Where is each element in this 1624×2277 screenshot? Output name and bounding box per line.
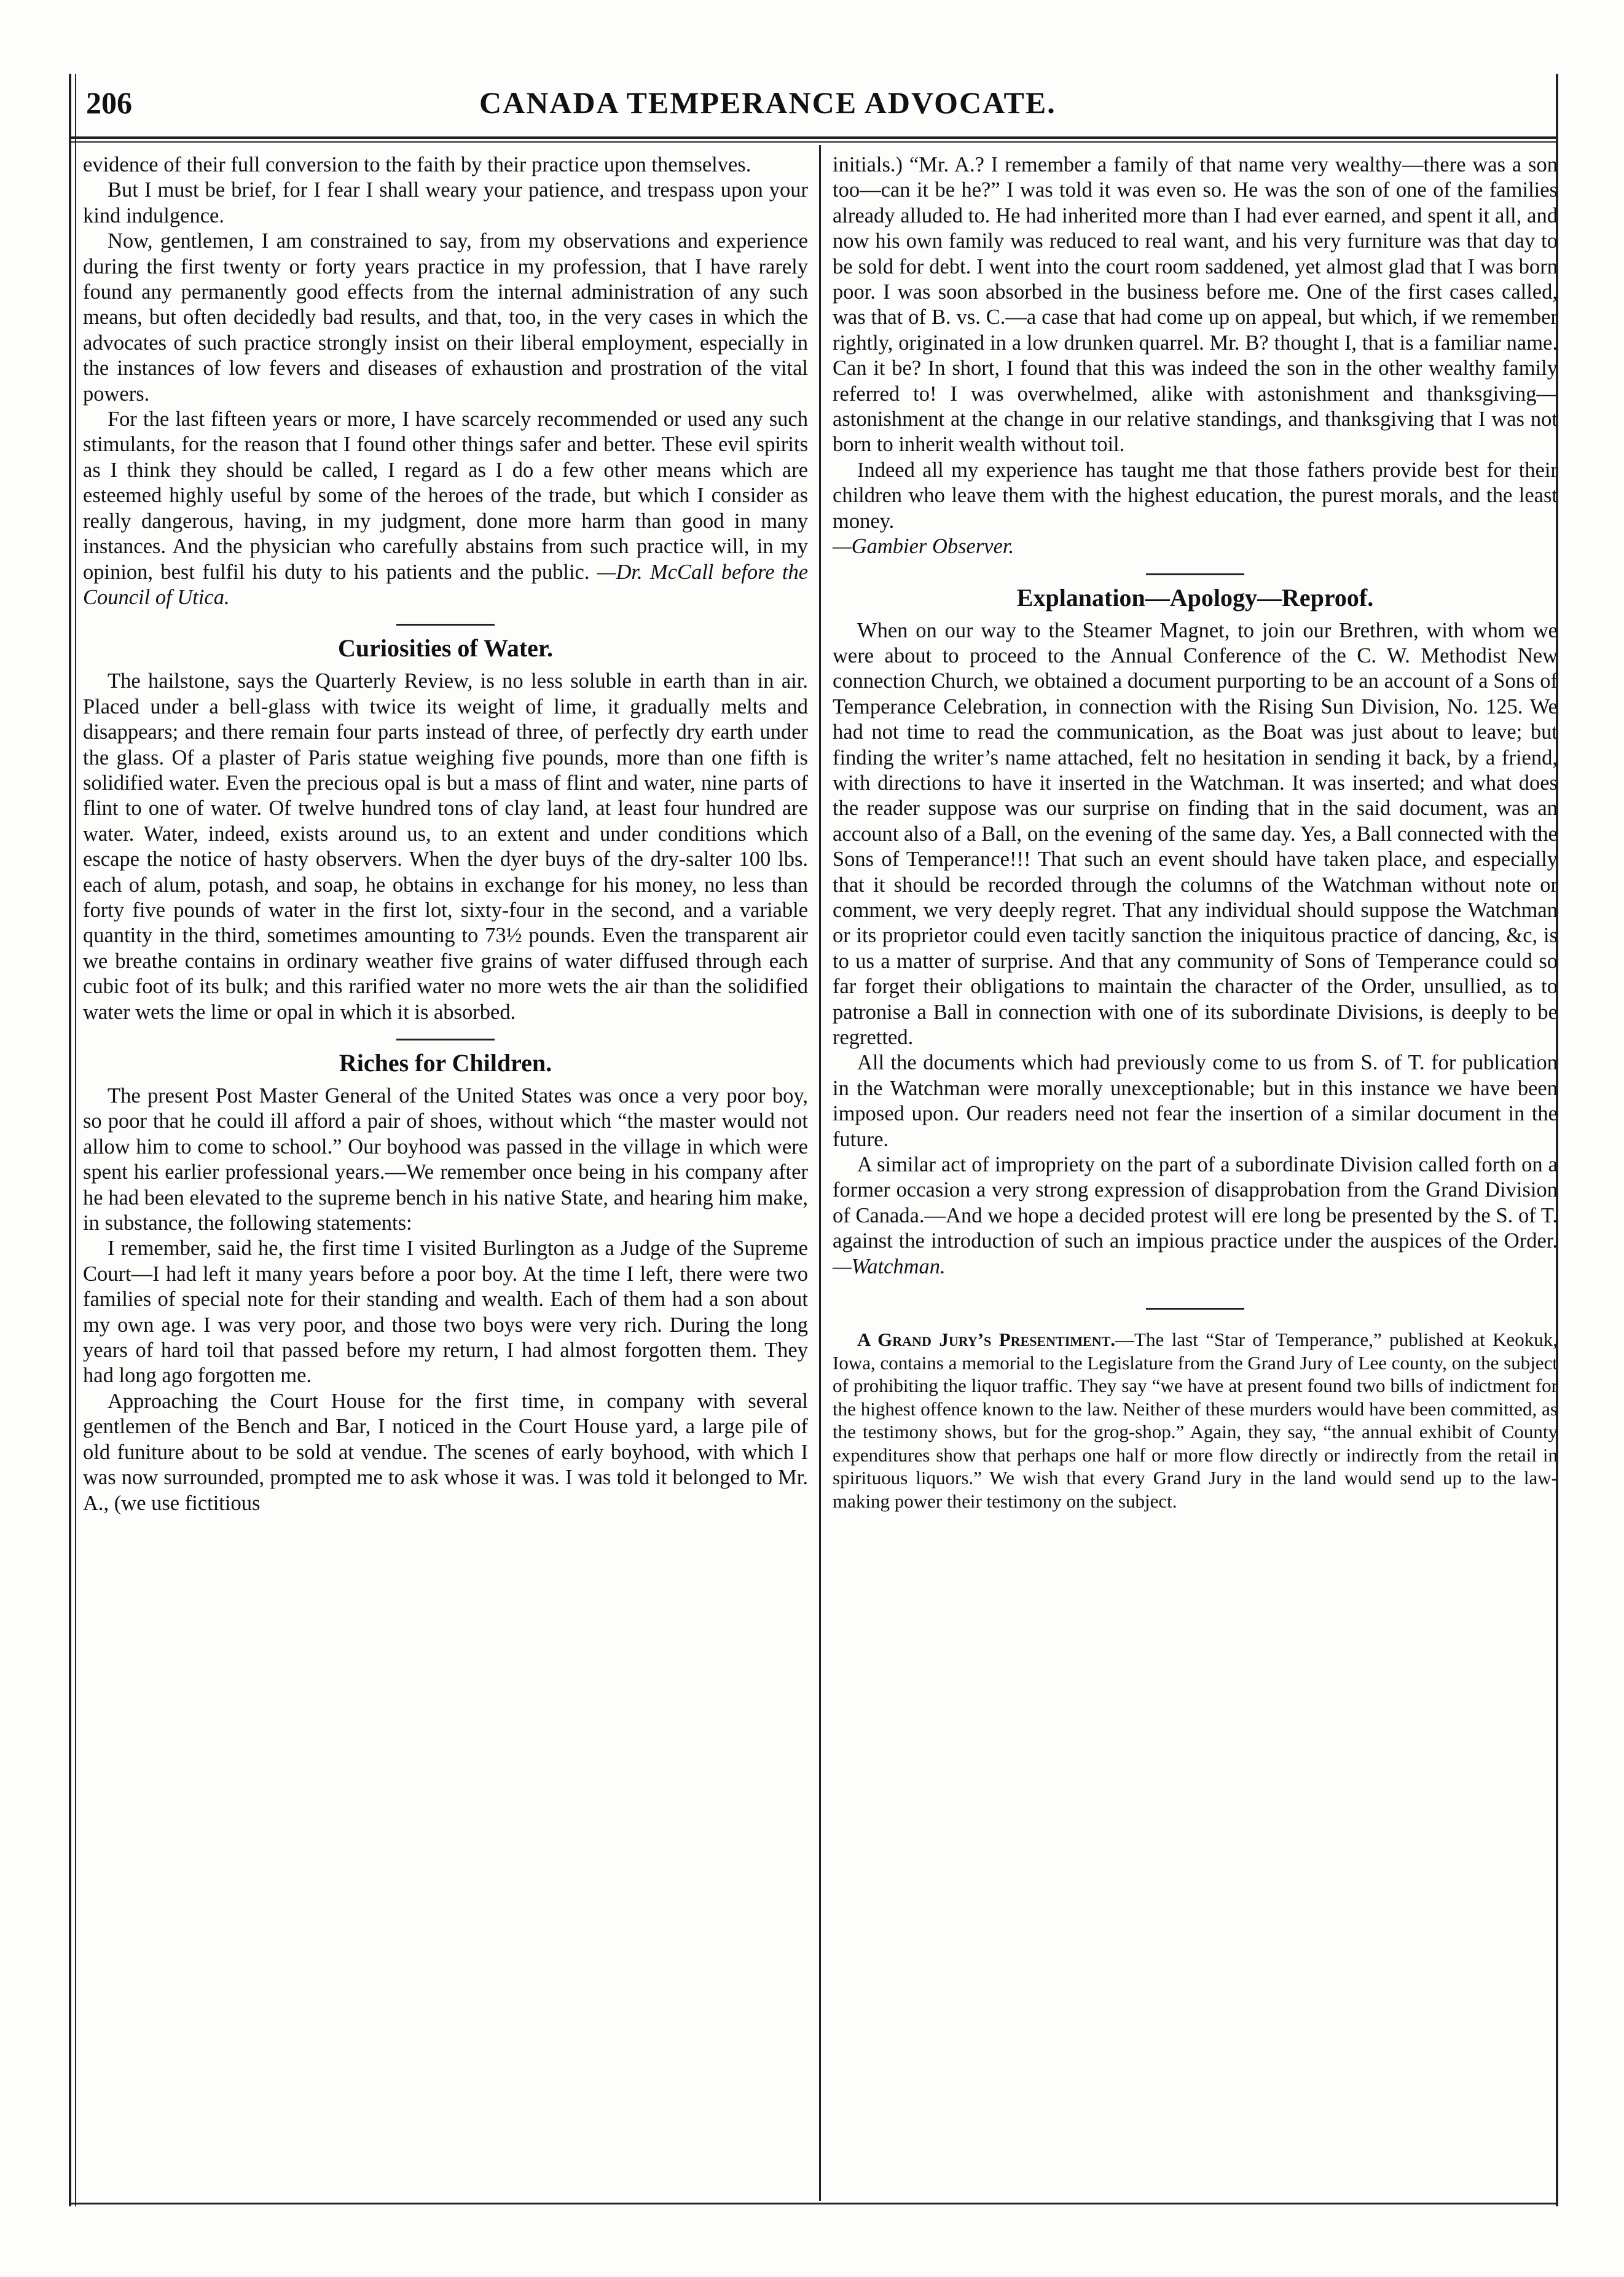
page-number: 206 — [86, 85, 132, 120]
news-item-text: —The last “Star of Temperance,” published at Keokuk, Iowa, contains a memorial to the Legislature from the Grand Jury of Lee county, on the subject of prohibiting the liquor traffic. They say “we have at present found two bills of indictment for the highest offence known to the law. Neither of these murders would have been committed, as the testimony shows, but for the grog-shop.” Again, they say, “the annual exhibit of County expenditures show that perhaps one half or more flow directly or indirectly from the retail in spirituous liquors.” We wish that every Grand Jury in the land would send up to the law-making power their testimony on the subject. — [833, 1329, 1558, 1512]
header-rule — [69, 136, 1558, 139]
article-paragraph: The present Post Master General of the United States was once a very poor boy, so poor that he could ill afford a pair of shoes, without which “the master would not allow him to come to school.” Our boyhood was passed in the village in which were spent his earlier professional years.—We remember once being in his company after he had been elevated to the supreme bench in his native State, and hearing him make, in substance, the following statements: — [83, 1084, 808, 1235]
column-divider — [819, 145, 821, 2201]
intro-paragraph: evidence of their full conversion to the faith by their practice upon themselves. — [83, 153, 751, 176]
intro-paragraph-text: For the last fifteen years or more, I have scarcely recommended or used any such stimulants, for the reason that I found other things safer and better. These evil spirits as I think they should be called, I regard as I do a few other means which are esteemed highly useful by some of the heroes of the trade, but which I consider as really dangerous, having, in my judgment, done more harm than good in many instances. And the physician who carefully abstains from such practice will, in my opinion, best fulfil his duty to his patients and the public. — [83, 407, 808, 584]
footer-rule — [69, 2203, 1558, 2204]
article-paragraph: I remember, said he, the first time I visited Burlington as a Judge of the Supreme Court—I had left it many years before a poor boy. At the time I left, there were two families of special note for their standing and wealth. Each of them had a son about my own age. I was very poor, and those two boys were very rich. During the long years of hard toil that passed before my return, I had almost forgotten them. They had long ago forgotten me. — [83, 1237, 808, 1388]
article-paragraph: Indeed all my experience has taught me that those fathers provide best for their children who leave them with the highest education, the purest morals, and the least money. — [833, 458, 1558, 533]
section-separator — [1146, 1308, 1244, 1310]
article-signature: —Watchman. — [833, 1254, 946, 1278]
article-heading: Curiosities of Water. — [338, 634, 553, 663]
left-border-rule — [69, 74, 71, 2206]
article-signature: —Gambier Observer. — [833, 535, 1014, 559]
section-separator — [396, 1039, 495, 1040]
article-paragraph: When on our way to the Steamer Magnet, to join our Brethren, with whom we were about to proceed to the Annual Conference of the C. W. Methodist New connection Church, we obtained a document purporting to be an account of a Sons of Temperance Celebration, in connection with the Rising Sun Division, No. 125. We had not time to read the communication, as the Boat was just about to leave; but finding the writer’s name attached, felt no hesitation in sending it back, by a friend, with directions to have it inserted in the Watchman. It was inserted; and what does the reader suppose was our surprise on finding that in the said document, was an account also of a Ball, on the evening of the same day. Yes, a Ball connected with the Sons of Temperance!!! That such an event should have taken place, and especially that it should be recorded through the columns of the Watchman without note or comment, we very deeply regret. That any individual should suppose the Watchman or its proprietor could even tacitly sanction the iniquitous practice of dancing, &c, is to us a matter of surprise. And that any community of Sons of Temperance could so far forget their obligations to maintain the character of the Order, unsullied, as to patronise a Ball in connection with one of its subordinate Divisions, is deeply to be regretted. — [833, 618, 1558, 1049]
news-item — [833, 1328, 1558, 1512]
article-paragraph: initials.) “Mr. A.? I remember a family of that name very wealthy—there was a son too—can it be he?” I was told it was even so. He was the son of one of the families already alluded to. He had inherited more than I had ever earned, and spent it all, and now his own family was reduced to real want, and his very furniture was that day to be sold for debt. I went into the court room saddened, yet almost glad that I was born poor. I was soon absorbed in the business before me. One of the first cases called, was that of B. vs. C.—a case that had come up on appeal, but which, if we remember rightly, originated in a low drunken quarrel. Mr. B? thought I, that is a familiar name. Can it be? In short, I found that this was indeed the son in the other wealthy family referred to! I was overwhelmed, alike with astonishment and thanksgiving—astonishment at the change in our relative standings, and thanksgiving that I was not born to inherit wealth without toil. — [833, 153, 1558, 457]
article-paragraph: Approaching the Court House for the first time, in company with several gentlemen of the Bench and Bar, I noticed in the Court House yard, a large pile of old funiture about to be sold at vendue. The scenes of early boyhood, with which I was now surrounded, prompted me to ask whose it was. I was told it belonged to Mr. A., (we use fictitious — [83, 1389, 808, 1515]
masthead-title: CANADA TEMPERANCE ADVOCATE. — [479, 85, 1056, 120]
intro-paragraph: Now, gentlemen, I am constrained to say, from my observations and experience during the first twenty or forty years practice in my profession, that I have rarely found any permanently good effects from the internal administration of any such means, but often decidedly bad results, and that, too, in the very cases in which the advocates of such practice strongly insist on their liberal employment, especially in the instances of low fevers and diseases of exhaustion and prostration of the vital powers. — [83, 229, 808, 406]
intro-paragraph — [83, 407, 808, 610]
article-paragraph: All the documents which had previously come to us from S. of T. for publication in the Watchman were morally unexceptionable; but in this instance we have been imposed upon. Our readers need not fear the insertion of a similar document in the future. — [833, 1051, 1558, 1151]
article-signature: —Dr. McCall before the Council of Utica. — [83, 560, 809, 609]
article-paragraph-text: A similar act of impropriety on the part of a subordinate Division called forth on a former occasion a very strong expression of disapprobation from the Grand Division of Canada.—And we hope a decided protest will ere long be presented by the S. of T. against the introduction of such an impious practice under the auspices of the Order. — [833, 1153, 1558, 1253]
left-border-rule-inner — [75, 74, 76, 2206]
header-rule-thin — [69, 141, 1558, 143]
section-separator — [396, 624, 495, 626]
section-separator — [1146, 573, 1244, 575]
article-signature-line — [833, 534, 1558, 559]
article-paragraph: The hailstone, says the Quarterly Review, is no less soluble in earth than in air. Placed under a bell-glass with twice its weight of lime, it gradually melts and disappears; and there remain four parts instead of three, of perfectly dry earth under the glass. Of a plaster of Paris statue weighing five pounds, more than one fifth is solidified water. Even the precious opal is but a mass of flint and water, nine parts of flint to one of water. Of twelve hundred tons of clay land, at least four hundred are water. Water, indeed, exists around us, to an extent and under conditions which escape the notice of hasty observers. When the dyer buys of the dry-salter 100 lbs. each of alum, potash, and soap, he obtains in exchange for his money, no less than forty five pounds of water in the first lot, sixty-four in the second, and a variable quantity in the third, sometimes amounting to 73½ pounds. Even the transparent air we breathe contains in ordinary weather five grains of water diffused through each cubic foot of its bulk; and this rarified water no more wets the air than the solidified water wets the lime or opal in which it is absorbed. — [83, 669, 808, 1024]
intro-paragraph: But I must be brief, for I fear I shall weary your patience, and trespass upon your kind indulgence. — [83, 178, 808, 227]
article-heading: Riches for Children. — [339, 1049, 552, 1077]
right-column — [833, 152, 1558, 1512]
article-paragraph — [833, 1152, 1558, 1280]
article-heading: Explanation—Apology—Reproof. — [1016, 583, 1374, 612]
left-column — [83, 152, 808, 1516]
news-item-lead: A Grand Jury’s Presentiment. — [857, 1329, 1116, 1351]
